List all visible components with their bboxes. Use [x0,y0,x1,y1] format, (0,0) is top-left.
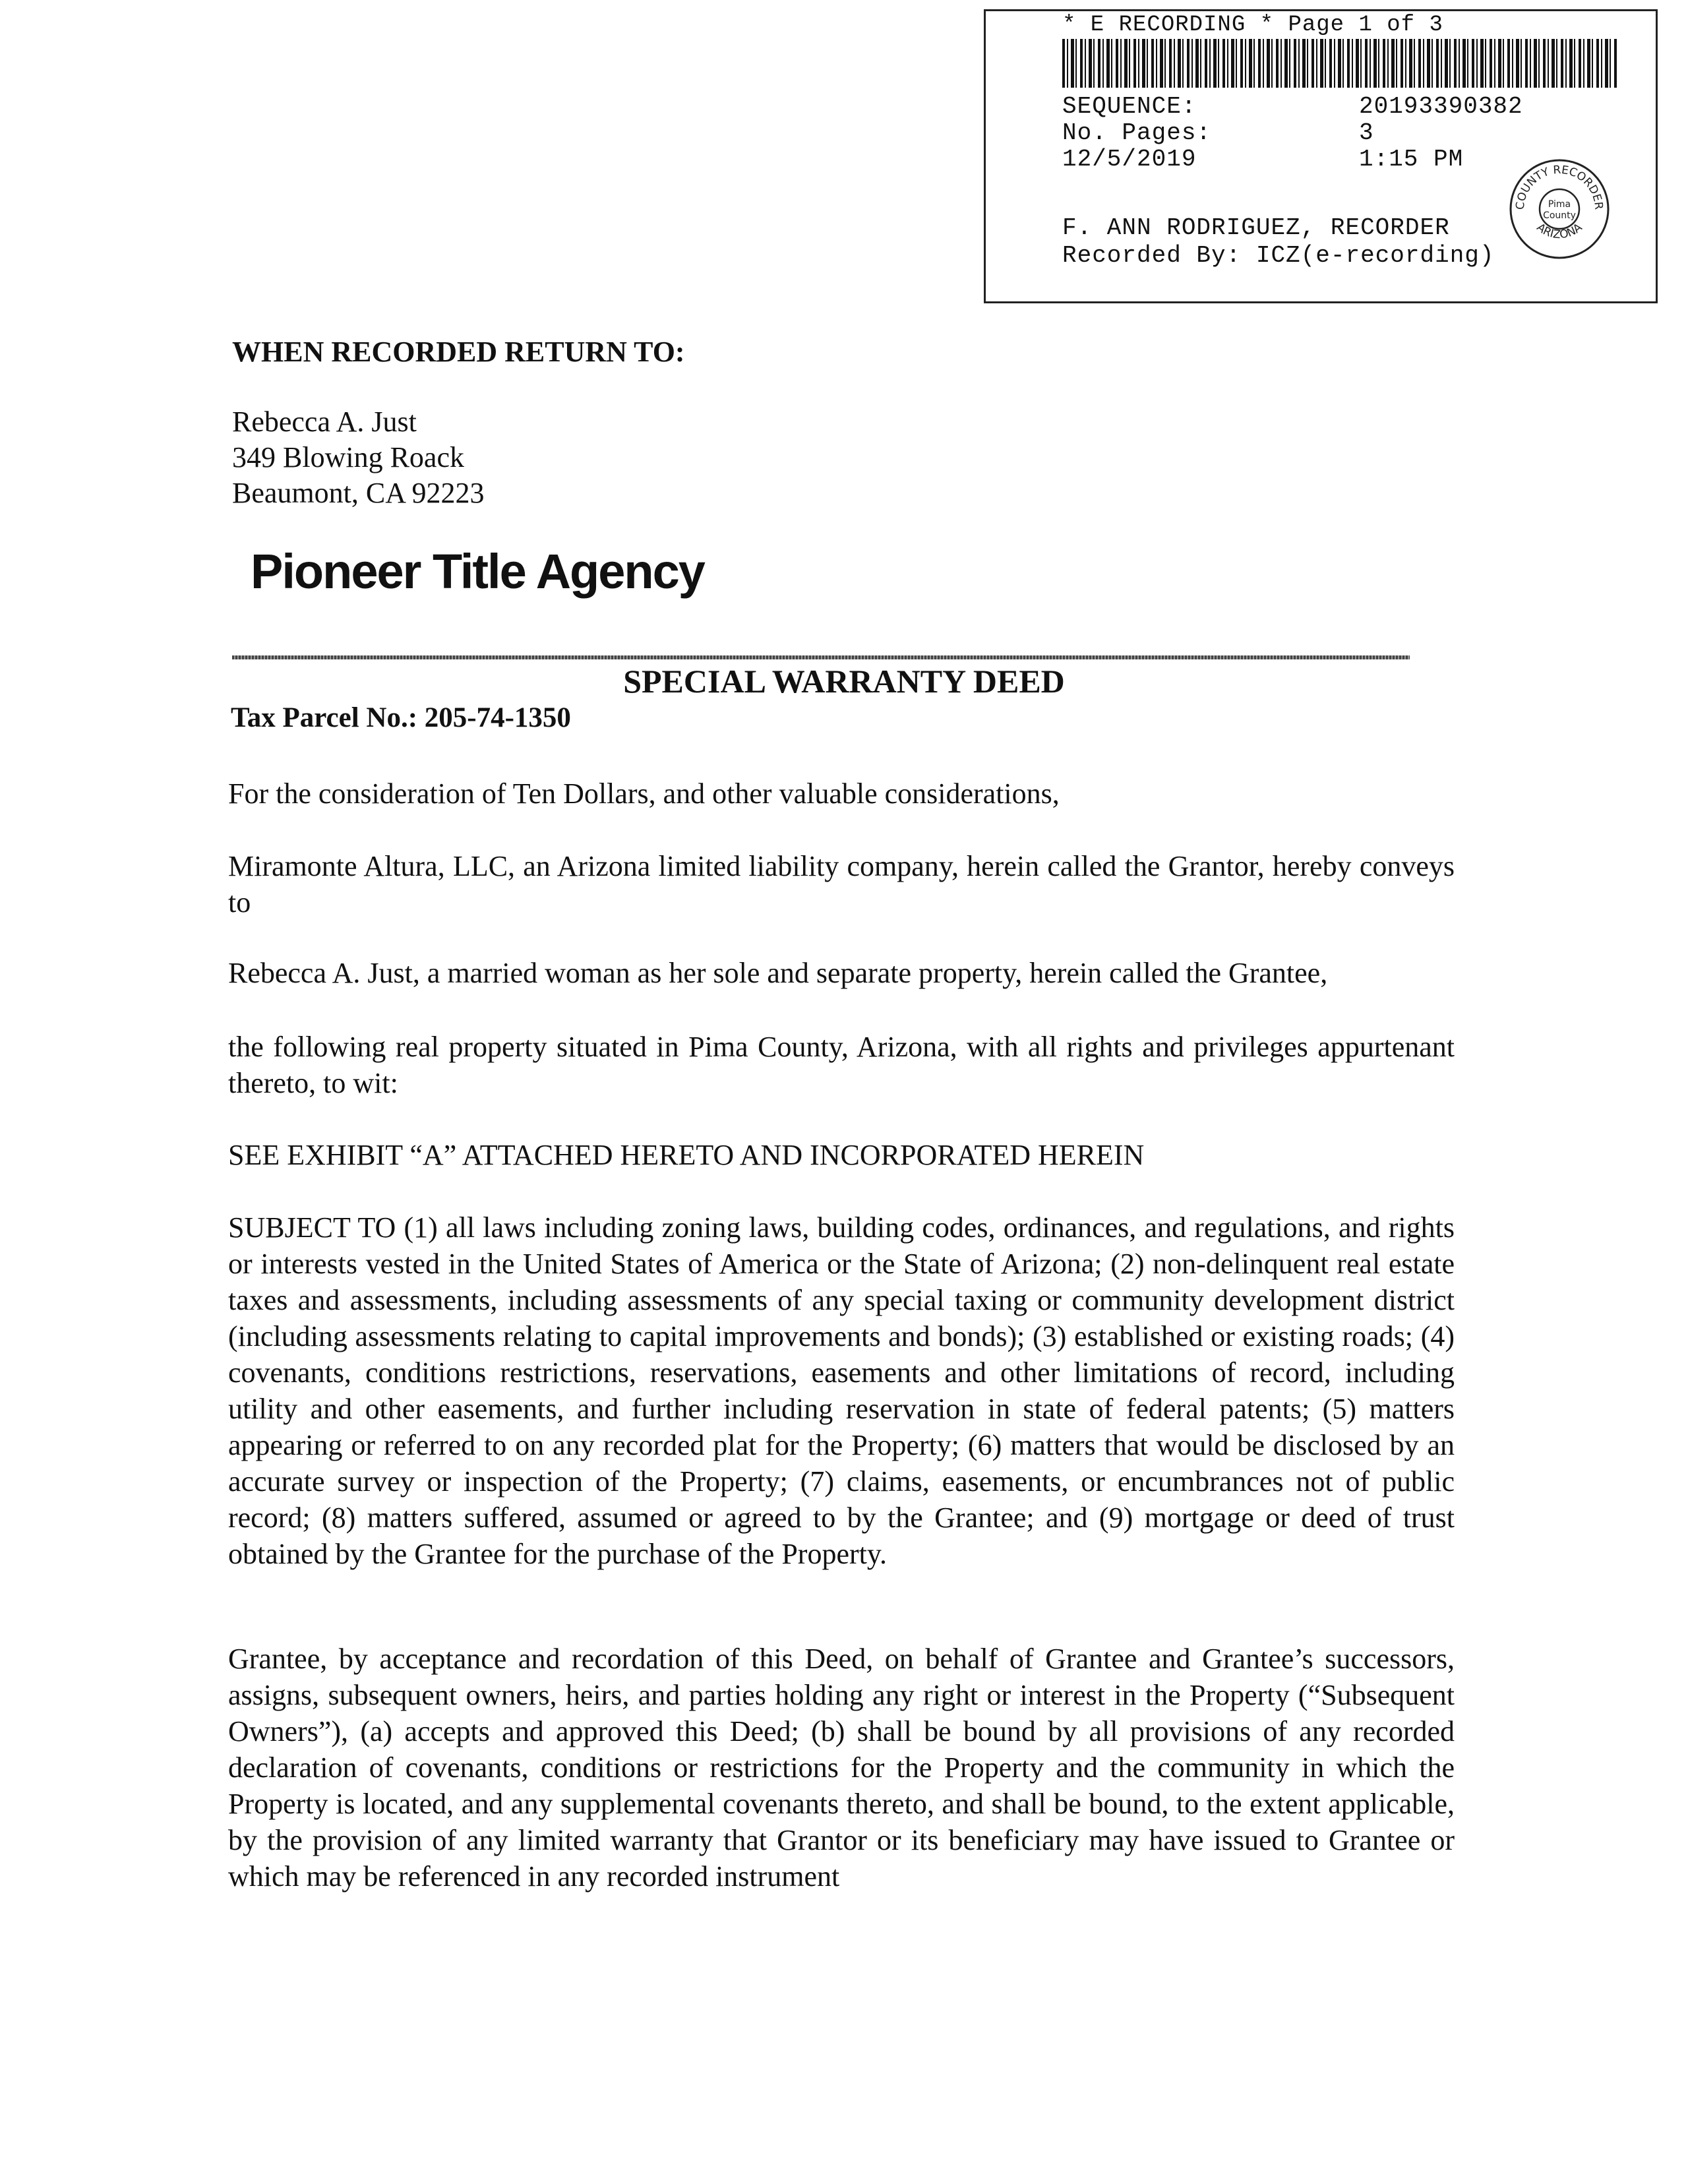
return-heading: WHEN RECORDED RETURN TO: [232,336,685,368]
grantor-paragraph: Miramonte Altura, LLC, an Arizona limited liability company, herein called the Grantor, hereby conveys to [228,850,1455,919]
seal-top-text: COUNTY RECORDER [1513,163,1606,210]
barcode [1062,39,1619,88]
recorder-name: F. ANN RODRIGUEZ, RECORDER [1062,214,1450,241]
seal-center-line2: County [1543,210,1576,221]
seal-bottom-text: ARIZONA [1534,221,1585,242]
return-street: 349 Blowing Roack [232,441,464,473]
sequence-label: SEQUENCE: [1062,93,1197,120]
return-city: Beaumont, CA 92223 [232,477,485,509]
subject-to-paragraph: SUBJECT TO (1) all laws including zoning laws, building codes, ordinances, and regulations, and rights or interests vested in the United States of America or the State of Arizona; (2) non-delinquent real estate taxes and assessments, including assessments of any special taxing or community development district (including assessments relating to capital improvements and bonds); (3) established or existing roads; (4) covenants, conditions restrictions, reservations, easements and other limitations of record, including utility and other easements, and further including reservation in state of federal patents; (5) matters appearing or referred to on any recorded plat for the Property; (6) matters that would be disclosed by an accurate survey or inspection of the Property; (7) claims, easements, or encumbrances not of public record; (8) matters suffered, assumed or agreed to by the Grantee; and (9) mortgage or deed of trust obtained by the Grantee for the purchase of the Property. [228,1211,1455,1570]
tax-parcel-number: Tax Parcel No.: 205-74-1350 [231,702,571,733]
return-name: Rebecca A. Just [232,406,417,438]
grantee-acceptance-paragraph: Grantee, by acceptance and recordation of this Deed, on behalf of Grantee and Grantee’s successors, assigns, subsequent owners, heirs, and parties holding any right or interest in the Property (“Subsequent Owners”), (a) accepts and approved this Deed; (b) shall be bound by all provisions of any recorded declaration of covenants, conditions or restrictions for the Property and the community in which the Property is located, and any supplemental covenants thereto, and shall be bound, to the extent applicable, by the provision of any limited warranty that Grantor or its beneficiary may have issued to Grantee or which may be referenced in any recorded instrument [228,1643,1455,1893]
recording-time: 1:15 PM [1359,146,1464,173]
property-paragraph: the following real property situated in Pima County, Arizona, with all rights and privileges appurtenant thereto, to wit: [228,1031,1455,1099]
seal-center-line1: Pima [1548,199,1571,210]
exhibit-paragraph: SEE EXHIBIT “A” ATTACHED HERETO AND INCORPORATED HEREIN [228,1139,1145,1171]
recording-stamp-box [984,9,1658,303]
recording-date: 12/5/2019 [1062,146,1197,173]
grantee-paragraph: Rebecca A. Just, a married woman as her sole and separate property, herein called the Grantee, [228,957,1328,989]
county-recorder-seal [1508,158,1611,260]
deed-title: SPECIAL WARRANTY DEED [623,663,1065,700]
svg-text:ARIZONA [1534,221,1585,242]
divider-rule [232,655,1410,659]
recorded-by: Recorded By: ICZ(e-recording) [1062,242,1495,269]
agency-name: Pioneer Title Agency [251,544,704,599]
pages-value: 3 [1359,119,1374,146]
sequence-value: 20193390382 [1359,93,1523,120]
pages-label: No. Pages: [1062,119,1212,146]
consideration-paragraph: For the consideration of Ten Dollars, and other valuable considerations, [228,777,1060,810]
recording-header: * E RECORDING * Page 1 of 3 [1062,13,1443,38]
